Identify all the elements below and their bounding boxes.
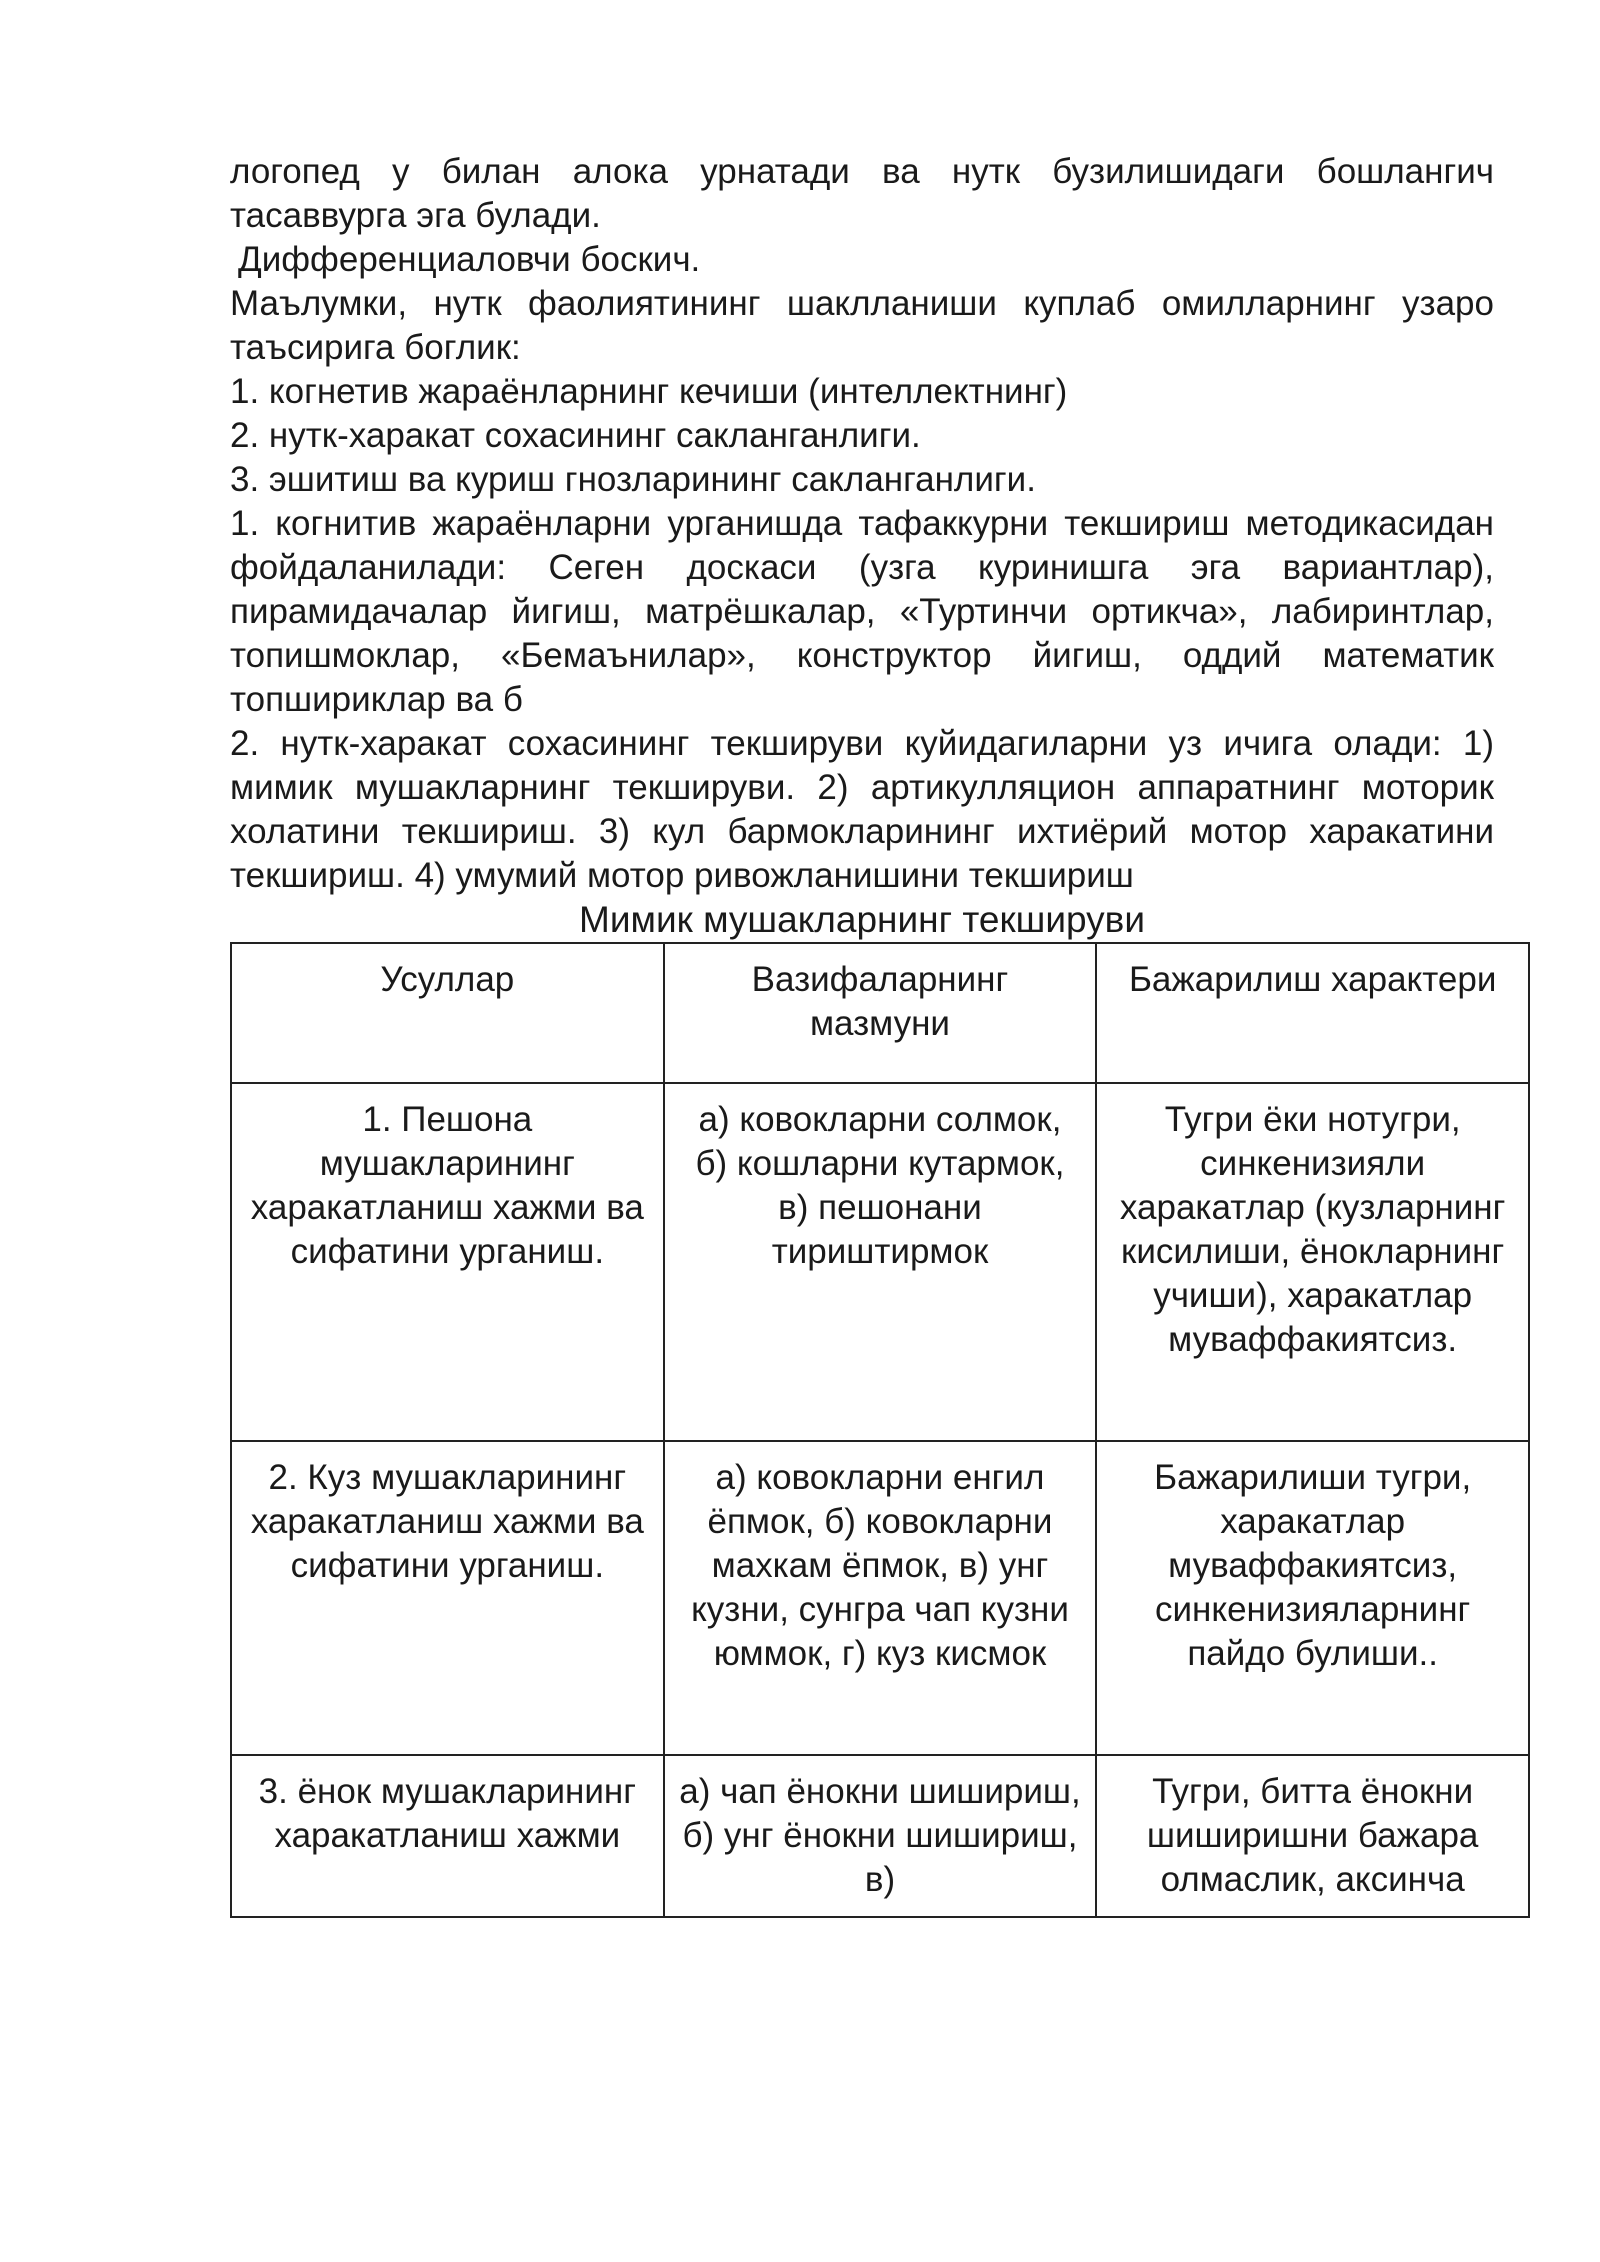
body-paragraph-1: Маълумки, нутк фаолиятининг шаклланиши куплаб омилларнинг узаро таъсирига боглик: — [230, 284, 1494, 367]
examination-table — [230, 942, 1530, 1918]
table-cell: Тугри ёки нотугри, синкенизияли харакатлар (кузларнинг кисилиши, ёнокларнинг учиши), харакатлар муваффакиятсиз. — [1096, 1083, 1529, 1441]
table-cell: Тугри, битта ёнокни шиширишни бажара олмаслик, аксинча — [1096, 1755, 1529, 1917]
table-title: Мимик мушакларнинг текшируви — [579, 899, 1145, 940]
document-page — [230, 150, 1506, 1918]
table-cell: а) чап ёнокни шишириш, б) унг ёнокни шишириш, в) — [664, 1755, 1097, 1917]
list-item: 3. эшитиш ва куриш гнозларининг сакланганлиги. — [230, 460, 1036, 499]
body-paragraph-2: 1. когнитив жараёнларни урганишда тафаккурни текшириш методикасидан фойдаланилади: Сеген доскаси (узга куринишга эга вариантлар), пирамидачалар йигиш, матрёшкалар, «Туртинчи ортикча», лабиринтлар, топишмоклар, «Бемаънилар», конструктор йигиш, оддий математик топшириклар ва б — [230, 504, 1494, 719]
table-cell: а) ковокларни енгил ёпмок, б) ковокларни махкам ёпмок, в) унг кузни, сунгра чап кузни юммок, г) куз кисмок — [664, 1441, 1097, 1755]
body-paragraph-3: 2. нутк-харакат сохасининг текшируви куйидагиларни уз ичига олади: 1) мимик мушакларнинг текшируви. 2) артикулляцион аппаратнинг моторик холатини текшириш. 3) кул бармокларининг ихтиёрий мотор харакатини текшириш. 4) умумий мотор ривожланишини текшириш — [230, 724, 1494, 895]
table-row — [231, 1441, 1529, 1755]
list-item: 2. нутк-харакат сохасининг сакланганлиги. — [230, 416, 921, 455]
table-header-row — [231, 943, 1529, 1083]
intro-paragraph: логопед у билан алока урнатади ва нутк бузилишидаги бошлангич тасаввурга эга булади. — [230, 152, 1494, 235]
table-row — [231, 1755, 1529, 1917]
table-cell: а) ковокларни солмок, б) кошларни кутармок, в) пешонани тириштирмок — [664, 1083, 1097, 1441]
table-cell: 1. Пешона мушакларининг харакатланиш хажми ва сифатини урганиш. — [231, 1083, 664, 1441]
table-header-cell: Бажарилиш характери — [1096, 943, 1529, 1083]
table-cell: Бажарилиши тугри, харакатлар муваффакиятсиз, синкенизияларнинг пайдо булиши.. — [1096, 1441, 1529, 1755]
table-header-cell: Усуллар — [231, 943, 664, 1083]
list-item: 1. когнетив жараёнларнинг кечиши (интеллектнинг) — [230, 372, 1068, 411]
table-cell: 3. ёнок мушакларининг харакатланиш хажми — [231, 1755, 664, 1917]
table-header-cell: Вазифаларнинг мазмуни — [664, 943, 1097, 1083]
table-row — [231, 1083, 1529, 1441]
table-cell: 2. Куз мушакларининг харакатланиш хажми ва сифатини урганиш. — [231, 1441, 664, 1755]
stage-heading: Дифференциаловчи боскич. — [238, 240, 701, 279]
